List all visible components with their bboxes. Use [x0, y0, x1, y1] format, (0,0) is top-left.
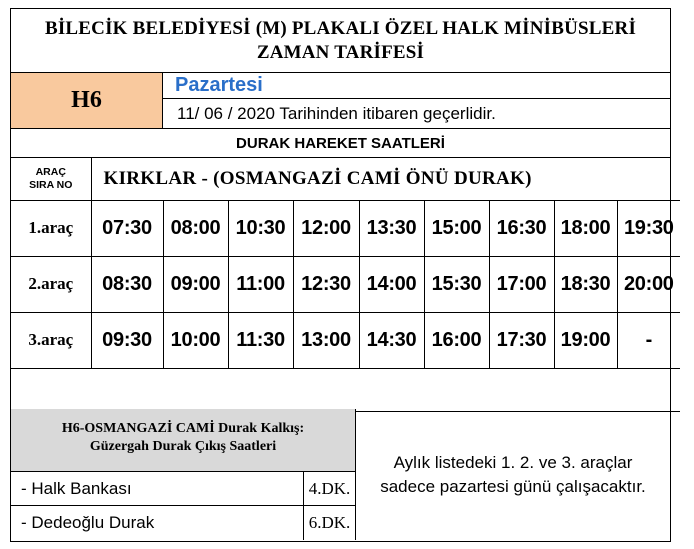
departure-time: 19:00 — [554, 312, 617, 368]
sira-header — [11, 158, 91, 200]
departure-box-header — [11, 409, 356, 472]
departure-time: 09:00 — [163, 256, 228, 312]
validity-text: 11/ 06 / 2020 Tarihinden itibaren geçerlidir. — [177, 104, 496, 123]
vehicle-row — [11, 256, 680, 312]
departure-time: 15:00 — [424, 200, 489, 256]
departure-time: 18:00 — [554, 200, 617, 256]
departure-time: 08:00 — [163, 200, 228, 256]
vehicle-label: 2.araç — [11, 256, 91, 312]
departure-time: 16:30 — [489, 200, 554, 256]
vehicle-row — [11, 312, 680, 368]
departure-time: 12:30 — [293, 256, 359, 312]
departure-time: 19:30 — [617, 200, 680, 256]
sira-header-line-2: SIRA NO — [29, 178, 73, 191]
stop-row — [11, 472, 356, 506]
departure-time: 13:30 — [359, 200, 424, 256]
departure-box-line-2: Güzergah Durak Çıkış Saatleri — [89, 439, 277, 454]
departure-time: 09:30 — [91, 312, 163, 368]
note-text: Aylık listedeki 1. 2. ve 3. araçlar sadece pazartesi günü çalışacaktır. — [380, 453, 646, 496]
vehicle-row — [11, 200, 680, 256]
departure-time: 16:00 — [424, 312, 489, 368]
departure-time: 20:00 — [617, 256, 680, 312]
departure-time: - — [617, 312, 680, 368]
departure-time: 14:00 — [359, 256, 424, 312]
departure-time: 10:30 — [228, 200, 293, 256]
sira-header-line-1: ARAÇ — [35, 165, 66, 178]
stop-name: - Halk Bankası — [21, 479, 132, 498]
departure-time: 12:00 — [293, 200, 359, 256]
departure-time: 08:30 — [91, 256, 163, 312]
departure-time: 17:30 — [489, 312, 554, 368]
vehicle-label: 1.araç — [11, 200, 91, 256]
timetable-sheet — [10, 8, 674, 542]
departure-time: 14:30 — [359, 312, 424, 368]
departure-time: 11:30 — [228, 312, 293, 368]
departure-time: 17:00 — [489, 256, 554, 312]
departure-time: 07:30 — [91, 200, 163, 256]
departure-box-line-1: H6-OSMANGAZİ CAMİ Durak Kalkış: — [61, 421, 305, 436]
title-line-1: BİLECİK BELEDİYESİ (M) PLAKALI ÖZEL HALK MİNİBÜSLERİ — [44, 18, 637, 39]
departure-time: 13:00 — [293, 312, 359, 368]
departure-time: 11:00 — [228, 256, 293, 312]
title-line-2: ZAMAN TARİFESİ — [256, 42, 425, 63]
vehicle-label: 3.araç — [11, 312, 91, 368]
section-title: DURAK HAREKET SAATLERİ — [11, 129, 670, 158]
departure-time: 10:00 — [163, 312, 228, 368]
schedule-table — [11, 158, 680, 412]
empty-cell — [11, 368, 680, 411]
day-label: Pazartesi — [163, 73, 670, 99]
stop-offset: 4.DK. — [303, 472, 355, 505]
stop-row — [11, 506, 356, 540]
schedule-header-row — [11, 158, 680, 200]
stop-name: - Dedeoğlu Durak — [21, 513, 155, 532]
route-details — [11, 409, 670, 541]
line-info-row — [11, 73, 670, 129]
route-name: KIRKLAR - (OSMANGAZİ CAMİ ÖNÜ DURAK) — [91, 158, 680, 200]
departure-time: 15:30 — [424, 256, 489, 312]
page-title — [11, 9, 670, 73]
line-code: H6 — [11, 73, 163, 128]
departure-time: 18:30 — [554, 256, 617, 312]
stop-offset: 6.DK. — [303, 506, 355, 540]
empty-row — [11, 368, 680, 411]
